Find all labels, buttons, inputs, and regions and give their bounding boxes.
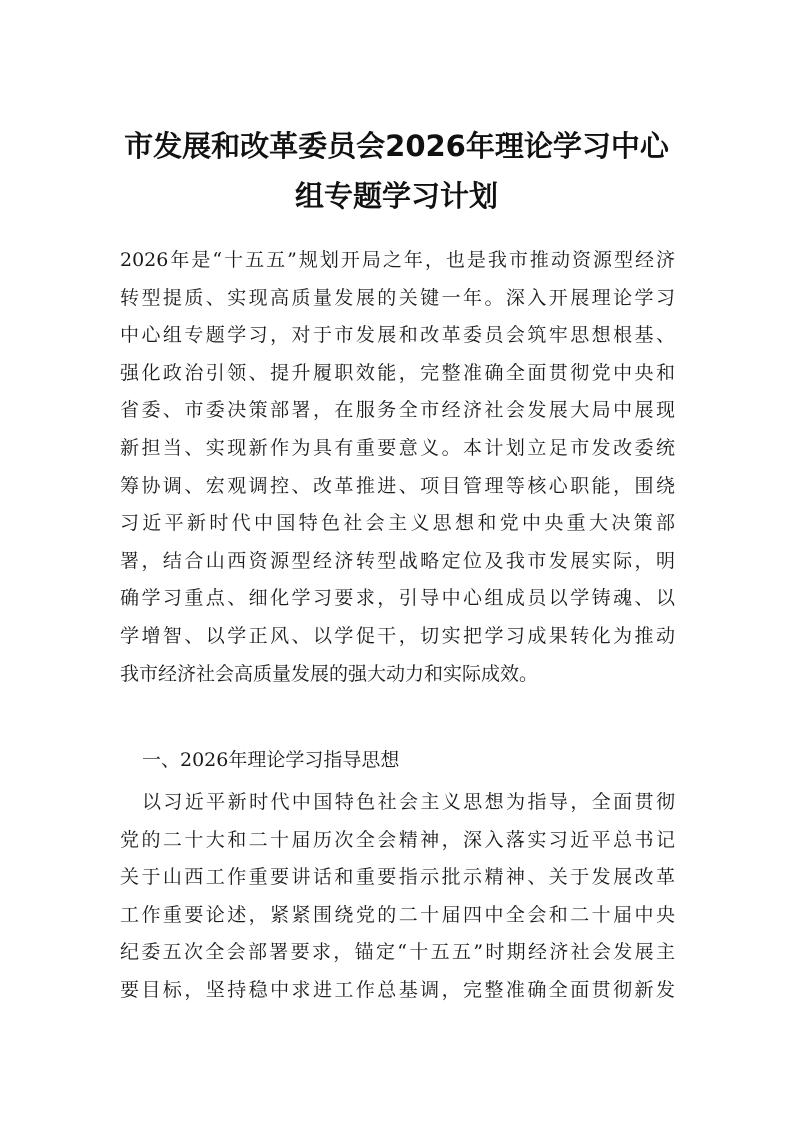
section-1-line: 要目标，坚持稳中求进工作总基调，完整准确全面贯彻新发 <box>120 978 675 1001</box>
document-title-line-1: 市发展和改革委员会2026年理论学习中心 <box>124 129 669 163</box>
intro-line: 筹协调、宏观调控、改革推进、项目管理等核心职能，围绕 <box>120 474 675 497</box>
intro-line: 新担当、实现新作为具有重要意义。本计划立足市发改委统 <box>120 436 675 459</box>
intro-line: 2026年是“十五五”规划开局之年，也是我市推动资源型经济 <box>120 249 675 271</box>
section-1-heading: 一、2026年理论学习指导思想 <box>142 749 400 771</box>
intro-line: 我市经济社会高质量发展的强大动力和实际成效。 <box>120 662 539 685</box>
intro-line: 强化政治引领、提升履职效能，完整准确全面贯彻党中央和 <box>120 361 675 384</box>
intro-line: 省委、市委决策部署，在服务全市经济社会发展大局中展现 <box>120 399 675 422</box>
section-1-line: 纪委五次全会部署要求，锚定“十五五”时期经济社会发展主 <box>120 941 675 964</box>
intro-line: 署，结合山西资源型经济转型战略定位及我市发展实际，明 <box>120 549 675 572</box>
intro-paragraph <box>120 242 675 693</box>
section-1-line: 以习近平新时代中国特色社会主义思想为指导，全面贯彻 <box>142 791 675 813</box>
section-1-line: 关于山西工作重要讲话和重要指示批示精神、关于发展改革 <box>120 866 675 889</box>
section-1-line: 工作重要论述，紧紧围绕党的二十届四中全会和二十届中央 <box>120 903 675 926</box>
section-1-paragraph <box>120 784 675 1010</box>
intro-line: 学增智、以学正风、以学促干，切实把学习成果转化为推动 <box>120 624 675 647</box>
intro-line: 确学习重点、细化学习要求，引导中心组成员以学铸魂、以 <box>120 587 675 610</box>
document-title-line-2: 组专题学习计划 <box>294 179 498 213</box>
intro-line: 习近平新时代中国特色社会主义思想和党中央重大决策部 <box>120 512 675 535</box>
intro-line: 中心组专题学习，对于市发展和改革委员会筑牢思想根基、 <box>120 324 675 347</box>
section-1-line: 党的二十大和二十届历次全会精神，深入落实习近平总书记 <box>120 828 675 851</box>
intro-line: 转型提质、实现高质量发展的关键一年。深入开展理论学习 <box>120 286 675 309</box>
